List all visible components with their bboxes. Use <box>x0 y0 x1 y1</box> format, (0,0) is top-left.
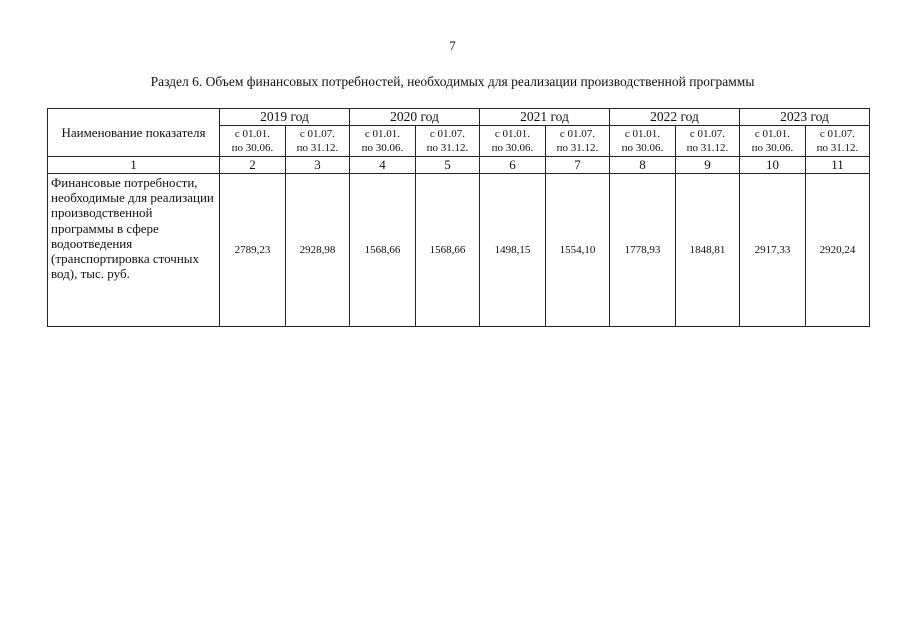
value-cell: 1498,15 <box>480 174 546 327</box>
indicator-name: Финансовые потребности, необходимые для реализации производственной программы в сфере водоотведения (транспортировка сточных вод), тыс. руб. <box>48 174 220 327</box>
period-header <box>610 126 676 157</box>
year-header: 2019 год <box>220 109 350 126</box>
period-to: по 30.06. <box>361 142 404 154</box>
period-to: по 31.12. <box>296 142 339 154</box>
indicator-name-header: Наименование показателя <box>48 109 220 157</box>
value-cell: 1778,93 <box>610 174 676 327</box>
period-to: по 31.12. <box>816 142 859 154</box>
table-row <box>48 174 870 327</box>
period-from: с 01.01. <box>494 128 531 140</box>
period-from: с 01.01. <box>754 128 791 140</box>
year-header: 2022 год <box>610 109 740 126</box>
period-to: по 30.06. <box>751 142 794 154</box>
period-from: с 01.01. <box>624 128 661 140</box>
value-cell: 1848,81 <box>676 174 740 327</box>
value-cell: 1554,10 <box>546 174 610 327</box>
value-cell: 2789,23 <box>220 174 286 327</box>
value-cell: 1568,66 <box>350 174 416 327</box>
period-to: по 30.06. <box>231 142 274 154</box>
period-to: по 31.12. <box>686 142 729 154</box>
column-number: 10 <box>740 157 806 174</box>
period-header <box>546 126 610 157</box>
column-number: 6 <box>480 157 546 174</box>
year-header: 2023 год <box>740 109 870 126</box>
period-header <box>220 126 286 157</box>
period-header <box>286 126 350 157</box>
year-header-row <box>48 109 870 126</box>
column-number: 9 <box>676 157 740 174</box>
section-title: Раздел 6. Объем финансовых потребностей, необходимых для реализации производственной программы <box>150 74 755 89</box>
year-header: 2020 год <box>350 109 480 126</box>
period-to: по 30.06. <box>621 142 664 154</box>
period-header <box>806 126 870 157</box>
period-to: по 31.12. <box>426 142 469 154</box>
column-number-row <box>48 157 870 174</box>
period-from: с 01.07. <box>559 128 596 140</box>
column-number: 5 <box>416 157 480 174</box>
period-to: по 30.06. <box>491 142 534 154</box>
column-number: 8 <box>610 157 676 174</box>
financial-needs-table <box>47 108 870 327</box>
column-number: 7 <box>546 157 610 174</box>
period-from: с 01.07. <box>819 128 856 140</box>
period-header <box>676 126 740 157</box>
column-number: 11 <box>806 157 870 174</box>
column-number: 2 <box>220 157 286 174</box>
period-from: с 01.07. <box>429 128 466 140</box>
value-cell: 2917,33 <box>740 174 806 327</box>
period-header <box>350 126 416 157</box>
value-cell: 1568,66 <box>416 174 480 327</box>
column-number: 3 <box>286 157 350 174</box>
value-cell: 2920,24 <box>806 174 870 327</box>
period-from: с 01.07. <box>299 128 336 140</box>
column-number: 1 <box>48 157 220 174</box>
period-from: с 01.01. <box>234 128 271 140</box>
column-number: 4 <box>350 157 416 174</box>
period-from: с 01.07. <box>689 128 726 140</box>
period-header <box>480 126 546 157</box>
year-header: 2021 год <box>480 109 610 126</box>
period-header <box>740 126 806 157</box>
period-from: с 01.01. <box>364 128 401 140</box>
period-header <box>416 126 480 157</box>
period-to: по 31.12. <box>556 142 599 154</box>
value-cell: 2928,98 <box>286 174 350 327</box>
page-number: 7 <box>449 38 456 53</box>
